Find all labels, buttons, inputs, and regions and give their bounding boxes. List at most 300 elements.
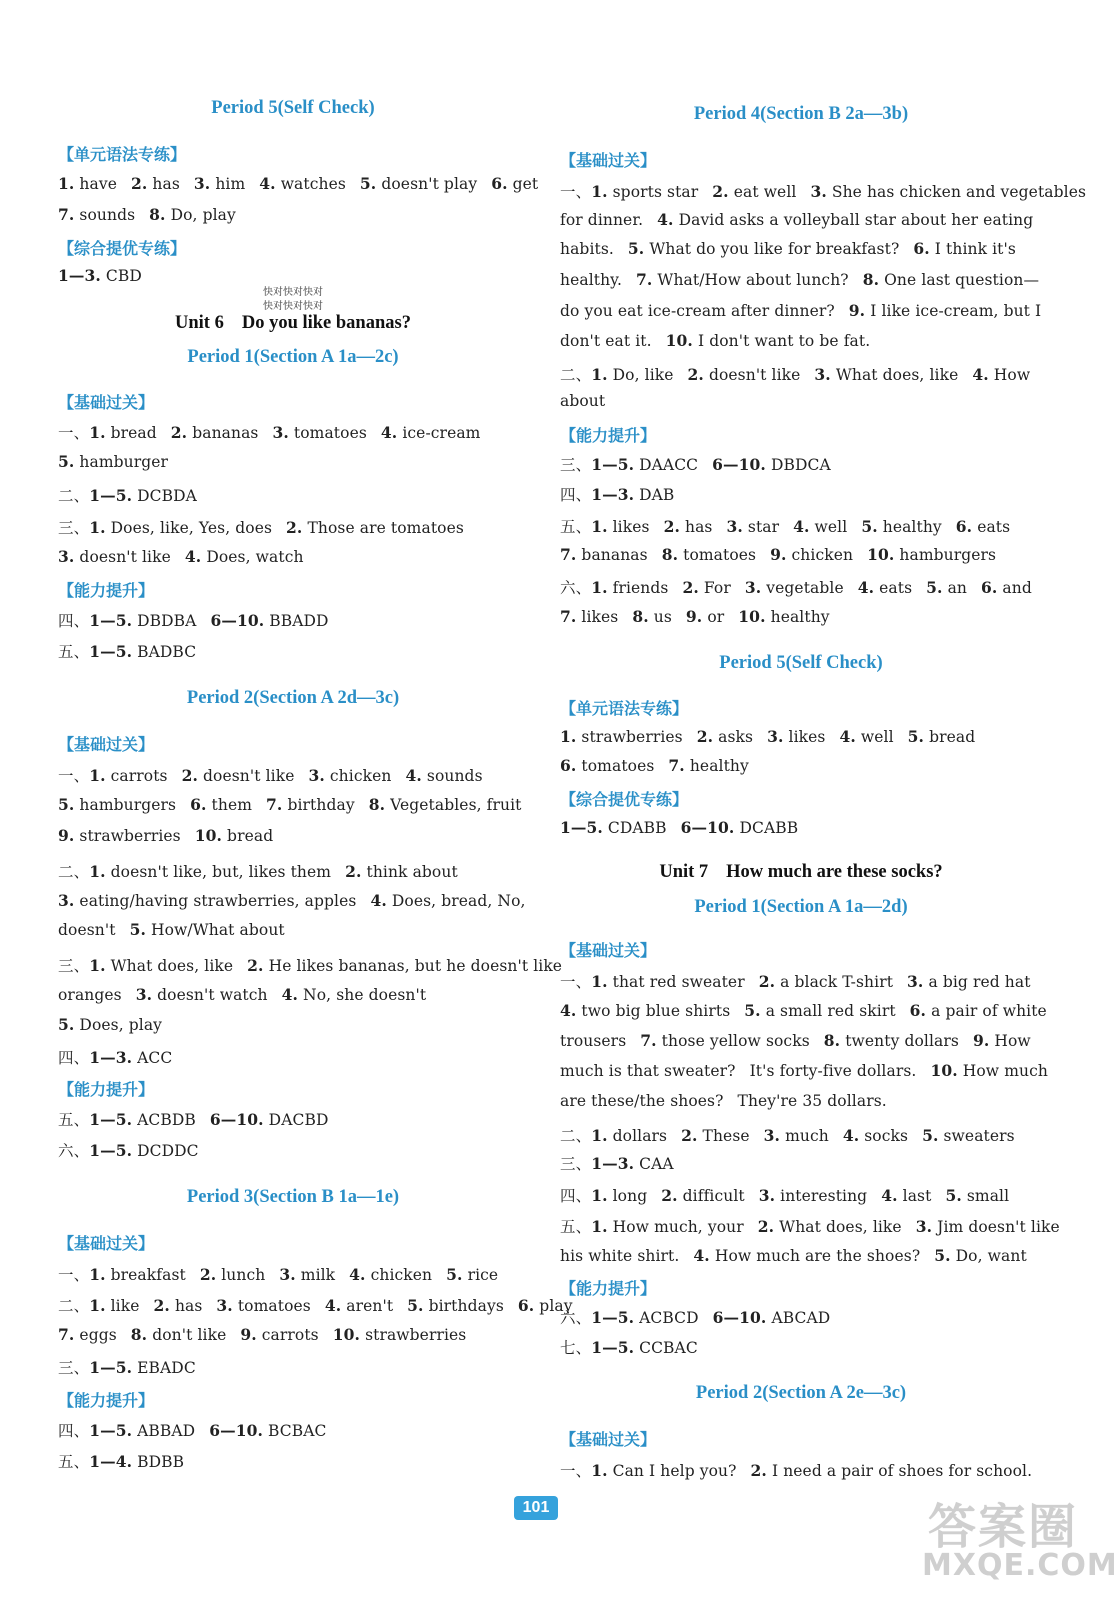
period-heading: Period 2(Section A 2e—3c) bbox=[695, 1383, 907, 1403]
answer-line bbox=[560, 515, 1042, 537]
question-number: 2. bbox=[170, 423, 188, 442]
answer-line bbox=[560, 180, 1087, 202]
watermark-logo: 答案圈 bbox=[928, 1499, 1079, 1555]
answer-text: aren't bbox=[346, 1297, 394, 1315]
answer-text: interesting bbox=[780, 1187, 868, 1205]
answer-line bbox=[58, 764, 528, 786]
answer-text: What/How about lunch? bbox=[657, 271, 849, 289]
answer-text: No, she doesn't bbox=[303, 986, 427, 1004]
answer-text: She has chicken and vegetables bbox=[831, 183, 1087, 201]
answer-line bbox=[560, 1215, 1060, 1237]
answer-text: much is that sweater? bbox=[560, 1062, 736, 1080]
exercise-number: 二、 bbox=[58, 1297, 90, 1315]
question-number: 5. bbox=[926, 578, 943, 597]
exercise-number: 二、 bbox=[560, 1127, 592, 1145]
answer-text: Those are tomatoes bbox=[307, 519, 464, 537]
answer-line bbox=[560, 1124, 1042, 1146]
answer-text: How much, your bbox=[612, 1218, 744, 1236]
question-number: 1. bbox=[591, 972, 608, 991]
answer-text: about bbox=[560, 392, 606, 410]
answer-text: They're 35 dollars. bbox=[737, 1092, 887, 1110]
question-number: 2. bbox=[181, 766, 198, 785]
question-number: 1—5. bbox=[591, 1338, 635, 1357]
exercise-number: 六、 bbox=[58, 1142, 90, 1160]
answer-text: ABCAD bbox=[771, 1309, 831, 1327]
question-number: 2. bbox=[286, 518, 303, 537]
answer-text: He likes bananas, but he doesn't like bbox=[268, 957, 563, 975]
answer-line bbox=[560, 1152, 1042, 1174]
answer-text: One last question— bbox=[884, 271, 1040, 289]
question-number: 1. bbox=[89, 956, 106, 975]
question-number: 4. bbox=[857, 578, 875, 597]
exercise-number: 四、 bbox=[58, 612, 90, 630]
answer-text: Do, play bbox=[170, 206, 236, 224]
exercise-number: 三、 bbox=[560, 1155, 592, 1173]
answer-text: for dinner. bbox=[560, 211, 644, 229]
question-number: 2. bbox=[663, 517, 680, 536]
answer-text: ABBAD bbox=[137, 1422, 196, 1440]
answer-text: Vegetables, fruit bbox=[390, 796, 522, 814]
answer-text: that red sweater bbox=[612, 973, 745, 991]
question-number: 1—3. bbox=[58, 266, 101, 285]
question-number: 3. bbox=[308, 766, 325, 785]
exercise-number: 五、 bbox=[560, 1218, 592, 1236]
question-number: 4. bbox=[839, 727, 856, 746]
question-number: 4. bbox=[793, 517, 810, 536]
section-heading: 【能力提升】 bbox=[58, 1391, 155, 1410]
answer-text: Does, like, Yes, does bbox=[110, 519, 273, 537]
unit-title: How much are these socks? bbox=[726, 862, 943, 882]
question-number: 1. bbox=[89, 423, 106, 442]
question-number: 2. bbox=[758, 972, 776, 991]
section-heading: 【能力提升】 bbox=[560, 1279, 657, 1298]
answer-line bbox=[58, 1356, 528, 1378]
answer-text: chicken bbox=[370, 1266, 433, 1284]
answer-text: healthy bbox=[882, 518, 942, 536]
question-number: 1. bbox=[560, 727, 577, 746]
answer-text: ACC bbox=[137, 1049, 173, 1067]
answer-text: those yellow socks bbox=[661, 1032, 810, 1050]
answer-text: and bbox=[1002, 579, 1032, 597]
answer-text: healthy. bbox=[560, 271, 622, 289]
answer-line bbox=[58, 985, 528, 1004]
question-number: 5. bbox=[861, 517, 878, 536]
question-number: 10. bbox=[867, 545, 895, 564]
answer-text: DAACC bbox=[639, 456, 699, 474]
answer-text: difficult bbox=[682, 1187, 745, 1205]
question-number: 2. bbox=[712, 182, 729, 201]
question-number: 6. bbox=[190, 795, 207, 814]
answer-text: tomatoes bbox=[683, 546, 757, 564]
question-number: 4. bbox=[380, 423, 398, 442]
period-heading: Period 3(Section B 1a—1e) bbox=[186, 1187, 400, 1207]
answer-text: play bbox=[539, 1297, 573, 1315]
page-number: 101 bbox=[514, 1496, 558, 1520]
answer-text: him bbox=[215, 175, 246, 193]
answer-text: do you eat ice-cream after dinner? bbox=[560, 302, 835, 320]
unit-heading bbox=[560, 862, 1042, 883]
exercise-number: 二、 bbox=[58, 487, 90, 505]
exercise-number: 四、 bbox=[560, 486, 592, 504]
question-number: 5. bbox=[58, 452, 75, 471]
answer-line bbox=[560, 727, 1042, 746]
answer-line bbox=[560, 363, 1042, 385]
answer-line bbox=[560, 756, 1042, 775]
question-number: 4. bbox=[842, 1126, 860, 1145]
answer-text: It's forty-five dollars. bbox=[749, 1062, 917, 1080]
answer-text: eats bbox=[977, 518, 1011, 536]
question-number: 7. bbox=[560, 545, 577, 564]
question-number: 10. bbox=[930, 1061, 958, 1080]
question-number: 1—5. bbox=[591, 1308, 635, 1327]
answer-text: doesn't bbox=[58, 921, 116, 939]
answer-text: friends bbox=[612, 579, 669, 597]
answer-text: watches bbox=[280, 175, 346, 193]
question-number: 6. bbox=[909, 1001, 927, 1020]
answer-line bbox=[58, 484, 528, 506]
answer-text: What does, like bbox=[835, 366, 959, 384]
answer-line bbox=[58, 891, 528, 910]
answer-text: DCBDA bbox=[137, 487, 197, 505]
answer-text: eating/having strawberries, apples bbox=[79, 892, 357, 910]
answer-line bbox=[58, 640, 528, 662]
answer-line bbox=[560, 331, 1042, 350]
answer-text: DCDDC bbox=[137, 1142, 199, 1160]
answer-text: don't like bbox=[152, 1326, 227, 1344]
section-heading: 【基础过关】 bbox=[58, 735, 155, 754]
answer-text: them bbox=[211, 796, 253, 814]
answer-line bbox=[560, 1459, 1042, 1481]
answer-text: are these/the shoes? bbox=[560, 1092, 724, 1110]
question-number: 3. bbox=[744, 578, 762, 597]
exercise-number: 一、 bbox=[58, 767, 90, 785]
answer-text: Can I help you? bbox=[612, 1462, 737, 1480]
section-heading: 【能力提升】 bbox=[560, 426, 657, 445]
question-number: 3. bbox=[907, 972, 924, 991]
section-heading: 【基础过关】 bbox=[58, 393, 155, 412]
answer-text: rice bbox=[467, 1266, 499, 1284]
answer-text: hamburger bbox=[79, 453, 169, 471]
question-number: 2. bbox=[130, 174, 148, 193]
question-number: 5. bbox=[627, 239, 645, 258]
question-number: 6—10. bbox=[209, 1110, 264, 1129]
exercise-number: 六、 bbox=[560, 1309, 592, 1327]
question-number: 6. bbox=[981, 578, 998, 597]
question-number: 9. bbox=[848, 301, 866, 320]
question-number: 4. bbox=[693, 1246, 710, 1265]
question-number: 3. bbox=[58, 547, 75, 566]
answer-line bbox=[560, 607, 1042, 626]
exercise-number: 三、 bbox=[58, 1359, 90, 1377]
answer-text: doesn't like bbox=[708, 366, 801, 384]
answer-line bbox=[58, 920, 528, 939]
question-number: 6. bbox=[913, 239, 930, 258]
question-number: 3. bbox=[758, 1186, 776, 1205]
answer-line bbox=[58, 516, 528, 538]
question-number: 2. bbox=[682, 578, 699, 597]
question-number: 3. bbox=[810, 182, 827, 201]
answer-text: vegetable bbox=[766, 579, 844, 597]
section-heading: 【能力提升】 bbox=[58, 581, 155, 600]
answer-text: sounds bbox=[426, 767, 483, 785]
question-number: 6—10. bbox=[210, 611, 265, 630]
answer-line bbox=[560, 1092, 1042, 1110]
answer-text: star bbox=[747, 518, 780, 536]
answer-text: well bbox=[814, 518, 848, 536]
question-number: 4. bbox=[972, 365, 989, 384]
answer-line bbox=[58, 1015, 528, 1034]
answer-line bbox=[560, 1184, 1042, 1206]
answer-text: tomatoes bbox=[581, 757, 655, 775]
answer-text: DAB bbox=[639, 486, 675, 504]
answer-line bbox=[58, 1294, 573, 1316]
answer-line bbox=[560, 301, 1042, 320]
answer-text: has bbox=[152, 175, 180, 193]
answer-line bbox=[58, 421, 528, 443]
answer-line bbox=[560, 970, 1042, 992]
answer-text: has bbox=[684, 518, 713, 536]
answer-line bbox=[560, 1246, 1042, 1265]
answer-text: Jim doesn't like bbox=[937, 1218, 1060, 1236]
question-number: 2. bbox=[750, 1461, 767, 1480]
section-heading: 【基础过关】 bbox=[58, 1234, 155, 1253]
section-heading: 【基础过关】 bbox=[560, 1430, 657, 1449]
question-number: 1. bbox=[591, 182, 608, 201]
period-heading: Period 1(Section A 1a—2d) bbox=[694, 897, 908, 917]
answer-line bbox=[58, 266, 528, 285]
section-heading: 【能力提升】 bbox=[58, 1080, 155, 1099]
answer-text: David asks a volleyball star about her eating bbox=[678, 211, 1034, 229]
question-number: 1—5. bbox=[89, 1110, 133, 1129]
answer-line bbox=[58, 205, 528, 224]
question-number: 1—3. bbox=[591, 1154, 635, 1173]
answer-text: BDBB bbox=[137, 1453, 185, 1471]
answer-text: birthdays bbox=[428, 1297, 504, 1315]
answer-text: long bbox=[612, 1187, 648, 1205]
answer-text: Do, like bbox=[612, 366, 674, 384]
answer-text: his white shirt. bbox=[560, 1247, 680, 1265]
question-number: 5. bbox=[744, 1001, 761, 1020]
exercise-number: 四、 bbox=[58, 1422, 90, 1440]
question-number: 1—5. bbox=[89, 642, 133, 661]
answer-text: CAA bbox=[639, 1155, 674, 1173]
answer-line bbox=[560, 239, 1042, 258]
answer-text: sports star bbox=[612, 183, 699, 201]
answer-text: I need a pair of shoes for school. bbox=[771, 1462, 1033, 1480]
question-number: 1—4. bbox=[89, 1452, 133, 1471]
question-number: 10. bbox=[665, 331, 693, 350]
question-number: 3. bbox=[193, 174, 211, 193]
answer-line bbox=[58, 452, 528, 471]
answer-text: For bbox=[703, 579, 731, 597]
answer-line bbox=[560, 210, 1042, 229]
answer-text: bananas bbox=[192, 424, 259, 442]
answer-text: strawberries bbox=[581, 728, 683, 746]
question-number: 7. bbox=[58, 205, 75, 224]
answer-text: small bbox=[966, 1187, 1010, 1205]
period-heading: Period 1(Section A 1a—2c) bbox=[187, 347, 399, 367]
watermark-url: MXQE.COM bbox=[922, 1548, 1118, 1583]
question-number: 1. bbox=[89, 862, 106, 881]
question-number: 3. bbox=[58, 891, 75, 910]
answer-line bbox=[58, 547, 528, 566]
question-number: 4. bbox=[560, 1001, 577, 1020]
question-number: 1. bbox=[58, 174, 75, 193]
question-number: 1. bbox=[89, 1296, 106, 1315]
question-number: 3. bbox=[279, 1265, 296, 1284]
question-number: 9. bbox=[770, 545, 787, 564]
answer-text: last bbox=[902, 1187, 932, 1205]
answer-line bbox=[560, 483, 1042, 505]
answer-text: Does, play bbox=[79, 1016, 163, 1034]
answer-text: tomatoes bbox=[293, 424, 367, 442]
answer-text: bananas bbox=[581, 546, 648, 564]
question-number: 4. bbox=[405, 766, 422, 785]
question-number: 1. bbox=[89, 766, 106, 785]
question-number: 6. bbox=[560, 756, 577, 775]
exercise-number: 二、 bbox=[560, 366, 592, 384]
question-number: 1—5. bbox=[89, 1141, 133, 1160]
answer-text: DACBD bbox=[268, 1111, 329, 1129]
question-number: 7. bbox=[58, 1325, 75, 1344]
answer-text: DBDCA bbox=[770, 456, 831, 474]
exercise-number: 一、 bbox=[560, 973, 592, 991]
question-number: 2. bbox=[153, 1296, 170, 1315]
question-number: 1—5. bbox=[89, 611, 133, 630]
question-number: 4. bbox=[370, 891, 387, 910]
exercise-number: 一、 bbox=[560, 1462, 592, 1480]
period-heading: Period 4(Section B 2a—3b) bbox=[693, 104, 909, 124]
question-number: 6. bbox=[955, 517, 973, 536]
question-number: 9. bbox=[972, 1031, 990, 1050]
question-number: 5. bbox=[129, 920, 146, 939]
section-heading: 【单元语法专练】 bbox=[58, 145, 187, 164]
question-number: 5. bbox=[907, 727, 925, 746]
section-heading: 【单元语法专练】 bbox=[560, 699, 689, 718]
answer-text: CDABB bbox=[607, 819, 667, 837]
answer-text: a black T-shirt bbox=[780, 973, 894, 991]
question-number: 5. bbox=[58, 795, 75, 814]
answer-text: tomatoes bbox=[237, 1297, 311, 1315]
answer-text: How/What about bbox=[150, 921, 285, 939]
exercise-number: 四、 bbox=[58, 1049, 90, 1067]
question-number: 9. bbox=[685, 607, 703, 626]
answer-text: eat well bbox=[733, 183, 797, 201]
exercise-number: 四、 bbox=[560, 1187, 592, 1205]
answer-line bbox=[58, 795, 528, 814]
question-number: 6—10. bbox=[680, 818, 735, 837]
answer-text: has bbox=[174, 1297, 203, 1315]
answer-text: don't eat it. bbox=[560, 332, 652, 350]
answer-text: doesn't like, but, likes them bbox=[110, 863, 332, 881]
answer-line bbox=[560, 1061, 1048, 1080]
exercise-number: 五、 bbox=[58, 1111, 90, 1129]
answer-line bbox=[560, 453, 1042, 475]
question-number: 2. bbox=[345, 862, 362, 881]
answer-text: BCBAC bbox=[268, 1422, 327, 1440]
question-number: 5. bbox=[922, 1126, 939, 1145]
answer-text: a small red skirt bbox=[765, 1002, 896, 1020]
exercise-number: 三、 bbox=[58, 957, 90, 975]
question-number: 1. bbox=[89, 1265, 106, 1284]
answer-line bbox=[58, 174, 539, 193]
question-number: 6. bbox=[491, 174, 508, 193]
answer-line bbox=[560, 1031, 1042, 1050]
answer-text: What does, like bbox=[110, 957, 234, 975]
answer-text: Do, want bbox=[955, 1247, 1027, 1265]
exercise-number: 一、 bbox=[58, 1266, 90, 1284]
small-print: 快对快对快对 bbox=[263, 287, 323, 298]
answer-line bbox=[58, 860, 528, 882]
answer-line bbox=[560, 1306, 1042, 1328]
answer-text: milk bbox=[300, 1266, 336, 1284]
question-number: 3. bbox=[814, 365, 831, 384]
question-number: 1. bbox=[591, 1126, 608, 1145]
answer-line bbox=[58, 1108, 528, 1130]
answer-text: ice-cream bbox=[402, 424, 481, 442]
answer-text: breakfast bbox=[110, 1266, 186, 1284]
answer-text: us bbox=[653, 608, 672, 626]
answer-line bbox=[58, 1450, 528, 1472]
answer-text: DBDBA bbox=[137, 612, 197, 630]
question-number: 3. bbox=[767, 727, 784, 746]
watermark bbox=[922, 1488, 1118, 1588]
question-number: 8. bbox=[130, 1325, 148, 1344]
answer-text: chicken bbox=[791, 546, 854, 564]
answer-text: How bbox=[993, 366, 1031, 384]
question-number: 9. bbox=[58, 826, 75, 845]
answer-text: well bbox=[860, 728, 894, 746]
question-number: 10. bbox=[332, 1325, 361, 1344]
answer-line bbox=[560, 1001, 1047, 1020]
question-number: 2. bbox=[687, 365, 704, 384]
question-number: 2. bbox=[199, 1265, 217, 1284]
exercise-number: 七、 bbox=[560, 1339, 592, 1357]
exercise-number: 五、 bbox=[58, 1453, 90, 1471]
answer-text: Does, bread, No, bbox=[391, 892, 526, 910]
question-number: 6—10. bbox=[712, 1308, 767, 1327]
question-number: 1. bbox=[591, 1217, 608, 1236]
answer-text: bread bbox=[110, 424, 157, 442]
answer-text: oranges bbox=[58, 986, 122, 1004]
question-number: 4. bbox=[281, 985, 299, 1004]
answer-text: likes bbox=[612, 518, 650, 536]
answer-text: trousers bbox=[560, 1032, 627, 1050]
question-number: 4. bbox=[259, 174, 276, 193]
answer-text: socks bbox=[864, 1127, 909, 1145]
answer-text: habits. bbox=[560, 240, 614, 258]
exercise-number: 三、 bbox=[560, 456, 592, 474]
question-number: 1. bbox=[591, 517, 608, 536]
answer-text: much bbox=[785, 1127, 829, 1145]
answer-text: doesn't like bbox=[203, 767, 295, 785]
question-number: 1. bbox=[591, 365, 608, 384]
question-number: 5. bbox=[58, 1015, 75, 1034]
question-number: 2. bbox=[247, 956, 264, 975]
question-number: 3. bbox=[272, 423, 289, 442]
unit-title: Do you like bananas? bbox=[241, 313, 411, 333]
answer-text: How much are the shoes? bbox=[714, 1247, 921, 1265]
question-number: 8. bbox=[661, 545, 679, 564]
question-number: 5. bbox=[407, 1296, 424, 1315]
answer-text: healthy bbox=[689, 757, 749, 775]
answer-line bbox=[58, 826, 528, 845]
question-number: 8. bbox=[823, 1031, 841, 1050]
small-print: 快对快对快对 bbox=[263, 301, 323, 312]
answer-line bbox=[58, 609, 528, 631]
question-number: 6. bbox=[517, 1296, 535, 1315]
unit-number: Unit 7 bbox=[659, 862, 709, 882]
